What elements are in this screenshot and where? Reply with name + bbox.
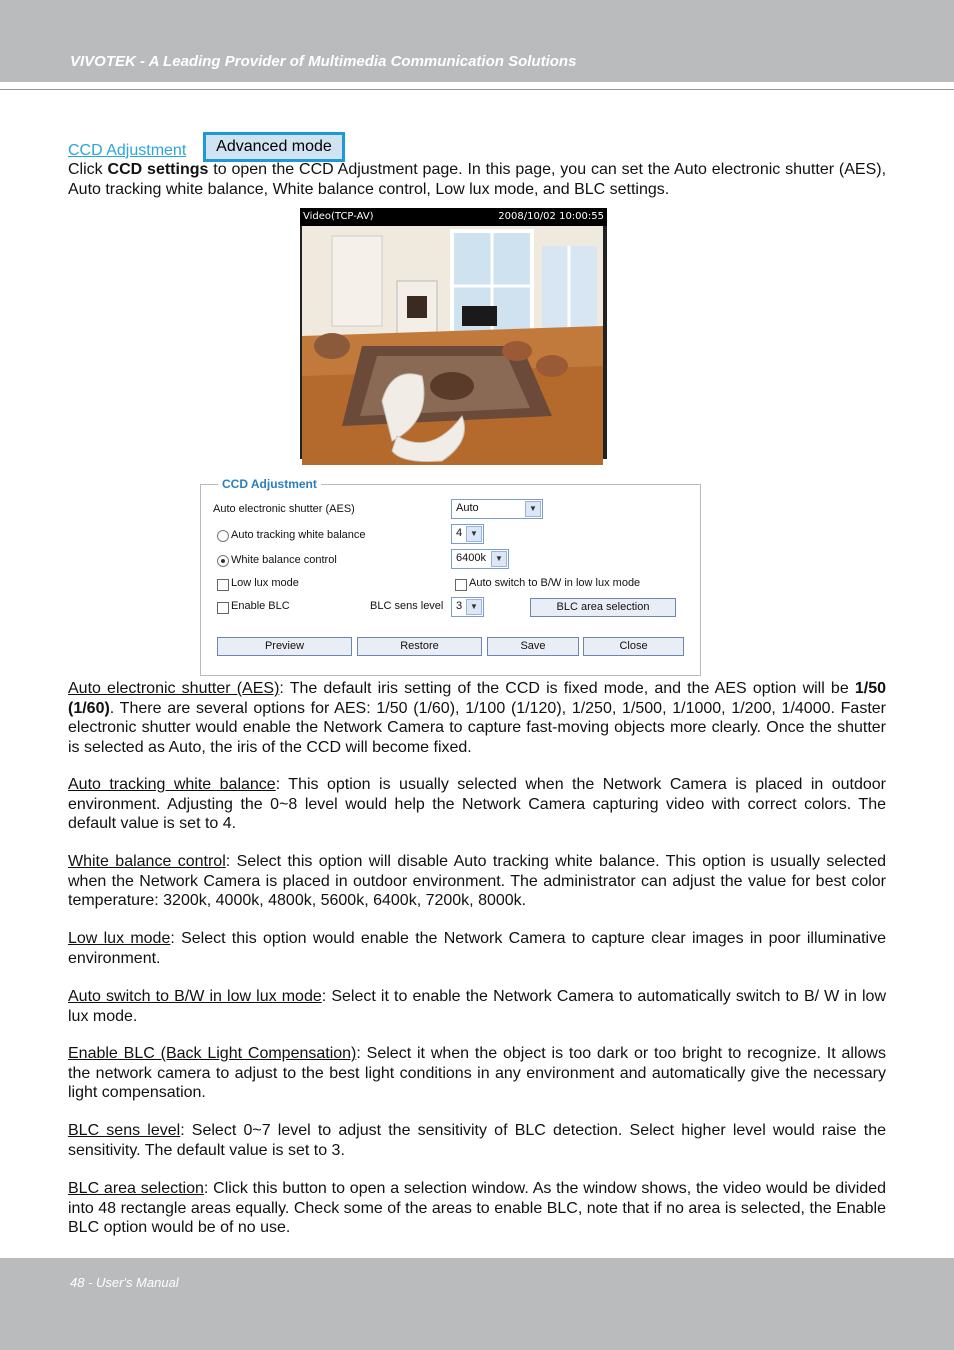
preview-button[interactable]: Preview (217, 637, 352, 656)
aes-term: Auto electronic shutter (AES) (68, 680, 280, 697)
awb-description (68, 775, 886, 834)
awb-select-value: 4 (456, 527, 463, 539)
wbc-description (68, 852, 886, 911)
blc-level-select[interactable] (451, 597, 484, 617)
awb-select[interactable] (451, 524, 484, 544)
blc-area-term: BLC area selection (68, 1180, 204, 1197)
blc-level-term: BLC sens level (68, 1122, 181, 1139)
intro-bold: CCD settings (107, 161, 209, 178)
aes-default-bold: 1/50 (1/60) (68, 680, 887, 717)
blc-area-description (68, 1179, 886, 1238)
panel-legend: CCD Adjustment (218, 477, 321, 491)
bw-text: : Select it to enable the Network Camera to automatically switch to B/ W in low lux mode. (68, 988, 887, 1025)
blc-level-label: BLC sens level (370, 600, 444, 612)
enable-blc-checkbox[interactable] (217, 602, 229, 614)
awb-label: Auto tracking white balance (231, 529, 366, 541)
aes-description (68, 679, 886, 757)
blc-description (68, 1044, 886, 1103)
chevron-down-icon: ▼ (525, 501, 541, 517)
video-title: Video(TCP-AV) (303, 211, 374, 222)
blc-term: Enable BLC (Back Light Compensation) (68, 1045, 357, 1062)
header-title: VIVOTEK - A Leading Provider of Multimedia Communication Solutions (70, 53, 577, 70)
page-number: 48 - User's Manual (70, 1275, 179, 1290)
close-button[interactable]: Close (583, 637, 684, 656)
awb-term: Auto tracking white balance (68, 776, 276, 793)
lowlux-term: Low lux mode (68, 930, 171, 947)
blc-level-text: : Select 0~7 level to adjust the sensitivity of BLC detection. Select higher level would raise the sensitivity. The default value is set to 3. (68, 1122, 887, 1159)
header-divider (0, 89, 954, 90)
save-button[interactable]: Save (487, 637, 579, 656)
wbc-select-value: 6400k (456, 552, 486, 564)
blc-level-description (68, 1121, 886, 1160)
aes-text-a: : The default iris setting of the CCD is fixed mode, and the AES option will be (279, 680, 855, 697)
wbc-label: White balance control (231, 554, 337, 566)
aes-text-b: . There are several options for AES: 1/50 (1/60), 1/100 (1/120), 1/250, 1/500, 1/1000, 1/200, 1/4000. Faster electronic shutter would enable the Network Camera to capture fast-moving objects more clearly. Once the shutter is selected as Auto, the iris of the CCD will become fixed. (68, 699, 886, 756)
restore-button[interactable]: Restore (357, 637, 482, 656)
chevron-down-icon: ▼ (466, 526, 482, 542)
video-caption-bar (300, 208, 607, 226)
video-preview (300, 208, 607, 459)
wbc-text: : Select this option will disable Auto tracking white balance. This option is usually selected when the Network Camera is placed in outdoor environment. The administrator can adjust the value for best color temperature: 3200k, 4000k, 4800k, 5600k, 6400k, 7200k, 8000k. (68, 853, 886, 909)
footer-bar (0, 1258, 954, 1350)
wbc-select[interactable] (451, 549, 509, 569)
aes-select-value: Auto (456, 502, 479, 514)
intro-post: to open the CCD Adjustment page. In this page, you can set the Auto electronic shutter (AES), Auto tracking white balance, White balance control, Low lux mode, and BLC settings. (68, 161, 887, 198)
blc-text: : Select it when the object is too dark or too bright to recognize. It allows the network camera to adjust to the best light conditions in any environment and automatically give the necessary light compensation. (68, 1045, 886, 1101)
chevron-down-icon: ▼ (491, 551, 507, 567)
bw-switch-checkbox[interactable] (455, 579, 467, 591)
ccd-adjustment-link[interactable]: CCD Adjustment (68, 142, 187, 159)
living-room-photo (302, 226, 603, 465)
lowlux-checkbox[interactable] (217, 579, 229, 591)
awb-radio[interactable] (217, 530, 229, 542)
lowlux-label: Low lux mode (231, 577, 299, 589)
wbc-term: White balance control (68, 853, 226, 870)
blc-area-selection-button[interactable]: BLC area selection (530, 598, 676, 617)
aes-select[interactable] (451, 499, 543, 519)
video-timestamp: 2008/10/02 10:00:55 (498, 211, 604, 222)
blc-area-text: : Click this button to open a selection window. As the window shows, the video would be divided into 48 rectangle areas equally. Check some of the areas to enable BLC, note that if no area is selected, the Enable BLC option would be of no use. (68, 1180, 887, 1236)
intro-pre: Click (68, 161, 108, 178)
intro-paragraph (68, 160, 886, 199)
bw-description (68, 987, 886, 1026)
lowlux-text: : Select this option would enable the Network Camera to capture clear images in poor illuminative environment. (68, 930, 886, 967)
advanced-mode-badge: Advanced mode (203, 132, 345, 162)
wbc-radio[interactable] (217, 555, 229, 567)
blc-level-value: 3 (456, 600, 463, 612)
chevron-down-icon: ▼ (466, 599, 482, 615)
bw-term: Auto switch to B/W in low lux mode (68, 988, 322, 1005)
enable-blc-label: Enable BLC (231, 600, 290, 612)
awb-text: : This option is usually selected when the Network Camera is placed in outdoor environment. Adjusting the 0~8 level would help the Network Camera capturing video with correct colors. The default value is set to 4. (68, 776, 887, 832)
lowlux-description (68, 929, 886, 968)
aes-label: Auto electronic shutter (AES) (213, 503, 355, 515)
bw-switch-label: Auto switch to B/W in low lux mode (469, 577, 641, 589)
